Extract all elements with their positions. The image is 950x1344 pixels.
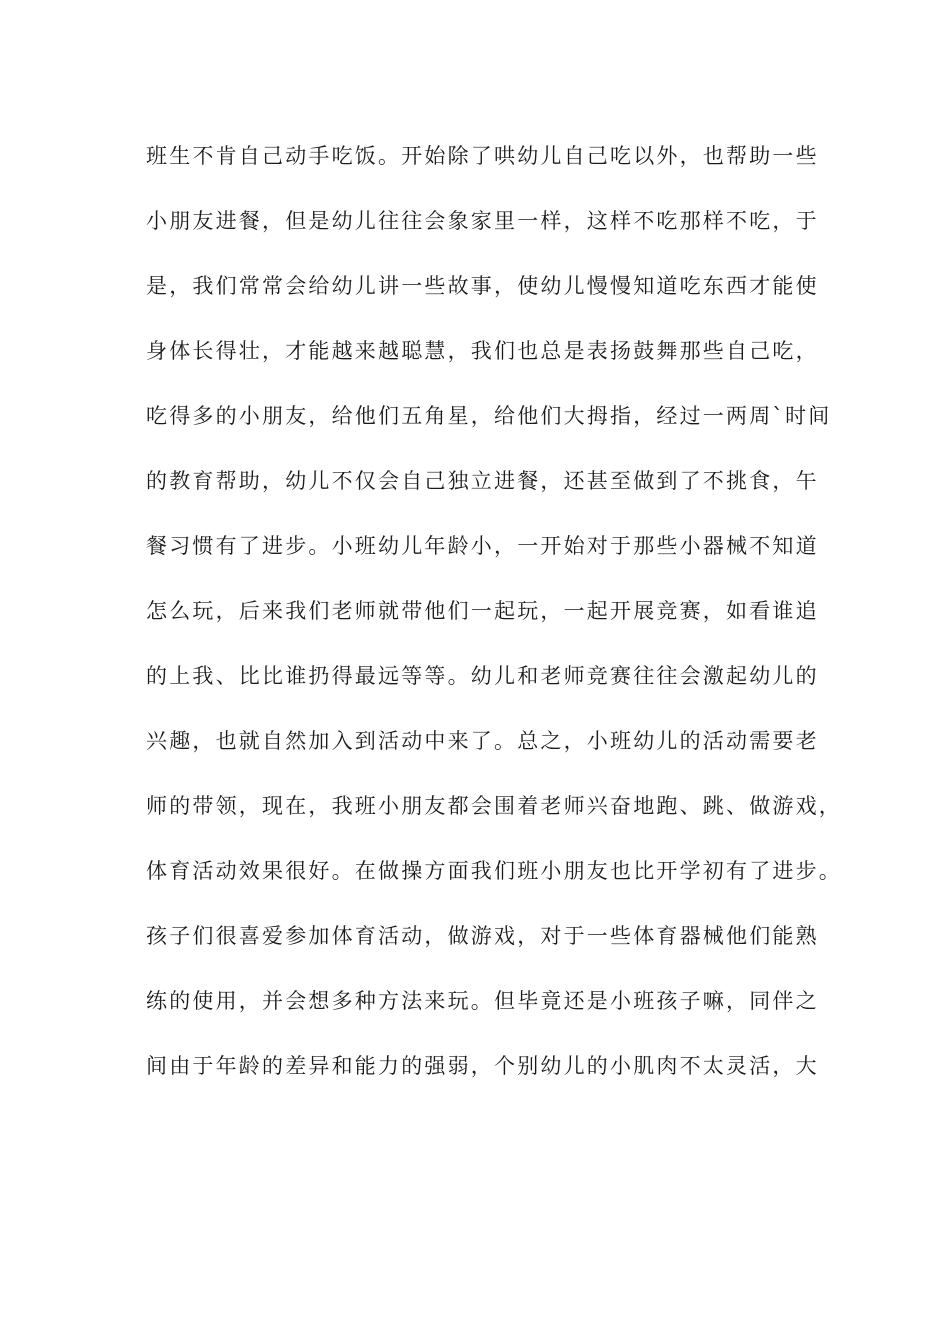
text-line: 孩子们很喜爱参加体育活动，做游戏，对于一些体育器械他们能熟: [146, 924, 819, 948]
text-line: 间由于年龄的差异和能力的强弱，个别幼儿的小肌肉不太灵活，大: [146, 1054, 819, 1078]
text-line: 练的使用，并会想多种方法来玩。但毕竟还是小班孩子嘛，同伴之: [146, 989, 819, 1013]
body-text: [146, 124, 842, 1099]
text-line: 身体长得壮，才能越来越聪慧，我们也总是表扬鼓舞那些自己吃，: [146, 339, 819, 363]
text-line: 的上我、比比谁扔得最远等等。幼儿和老师竞赛往往会激起幼儿的: [146, 664, 819, 688]
text-line: 师的带领，现在，我班小朋友都会围着老师兴奋地跑、跳、做游戏，: [146, 794, 842, 818]
text-line: 兴趣，也就自然加入到活动中来了。总之，小班幼儿的活动需要老: [146, 729, 819, 753]
text-line: 小朋友进餐，但是幼儿往往会象家里一样，这样不吃那样不吃，于: [146, 209, 819, 233]
text-line: 的教育帮助，幼儿不仅会自己独立进餐，还甚至做到了不挑食，午: [146, 469, 819, 493]
text-line: 餐习惯有了进步。小班幼儿年龄小，一开始对于那些小器械不知道: [146, 534, 819, 558]
text-line: 体育活动效果很好。在做操方面我们班小朋友也比开学初有了进步。: [146, 859, 842, 883]
text-line: 是，我们常常会给幼儿讲一些故事，使幼儿慢慢知道吃东西才能使: [146, 274, 819, 298]
text-line: 吃得多的小朋友，给他们五角星，给他们大拇指，经过一两周`时间: [146, 404, 832, 428]
text-line: 班生不肯自己动手吃饭。开始除了哄幼儿自己吃以外，也帮助一些: [146, 144, 819, 168]
text-line: 怎么玩，后来我们老师就带他们一起玩，一起开展竞赛，如看谁追: [146, 599, 819, 623]
